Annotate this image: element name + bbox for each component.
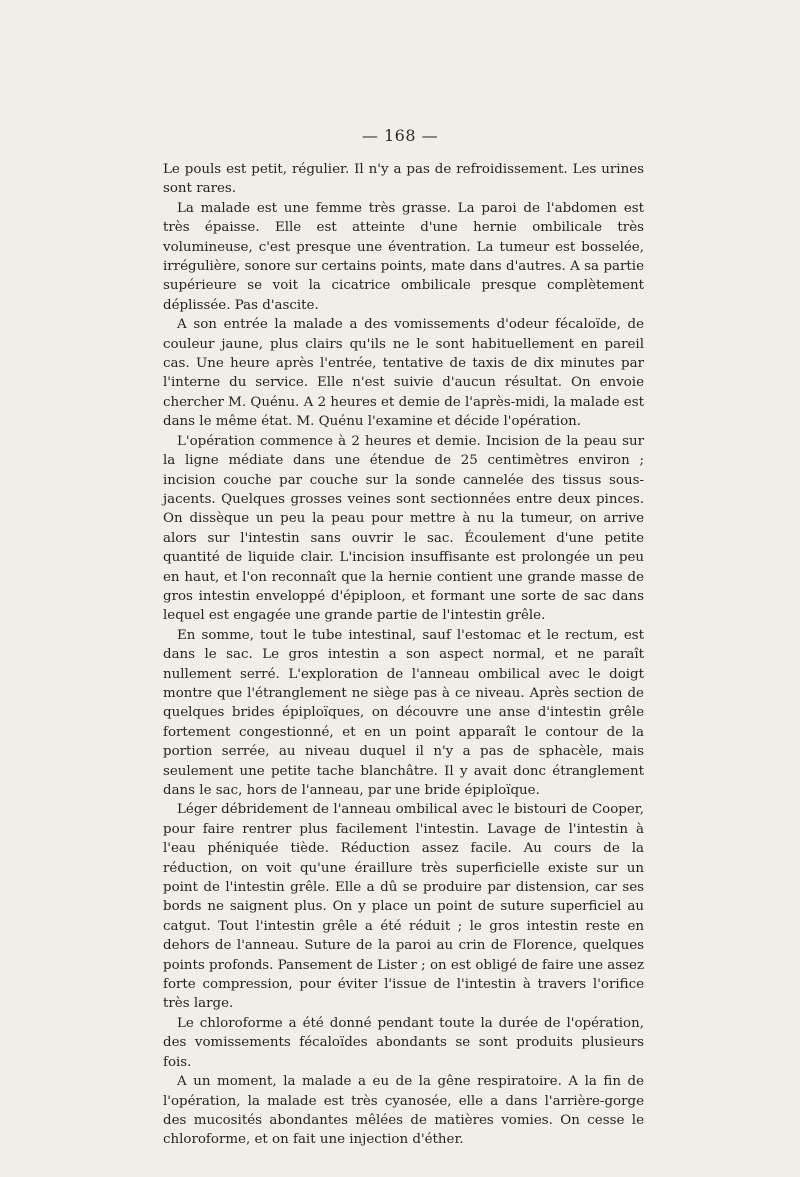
body-text <box>163 160 644 1150</box>
paragraph: L'opération commence à 2 heures et demie. Incision de la peau sur la ligne médiate dans une étendue de 25 centimètres environ ; incision couche par couche sur la sonde cannelée des tissus sous-jacents. Quelques grosses veines sont sectionnées entre deux pinces. On dissèque un peu la peau pour mettre à nu la tumeur, on arrive alors sur l'intestin sans ouvrir le sac. Écoulement d'une petite quantité de liquide clair. L'incision insuffisante est prolongée un peu en haut, et l'on reconnaît que la hernie contient une grande masse de gros intestin enveloppé d'épiploon, et formant une sorte de sac dans lequel est engagée une grande partie de l'intestin grêle. <box>163 433 644 624</box>
paragraph: La malade est une femme très grasse. La paroi de l'abdomen est très épaisse. Elle est atteinte d'une hernie ombilicale très volumineuse, c'est presque une éventration. La tumeur est bosselée, irrégulière, sonore sur certains points, mate dans d'autres. A sa partie supérieure se voit la cicatrice ombilicale presque complètement déplissée. Pas d'ascite. <box>163 200 644 313</box>
paragraph: A son entrée la malade a des vomissements d'odeur fécaloïde, de couleur jaune, plus clairs qu'ils ne le sont habituellement en pareil cas. Une heure après l'entrée, tentative de taxis de dix minutes par l'interne du service. Elle n'est suivie d'aucun résultat. On envoie chercher M. Quénu. A 2 heures et demie de l'après-midi, la malade est dans le même état. M. Quénu l'examine et décide l'opération. <box>163 317 644 430</box>
paragraph: En somme, tout le tube intestinal, sauf l'estomac et le rectum, est dans le sac. Le gros intestin a son aspect normal, et ne paraît nullement serré. L'exploration de l'anneau ombilical avec le doigt montre que l'étranglement ne siège pas à ce niveau. Après section de quelques brides épiploïques, on découvre une anse d'intestin grêle fortement congestionné, et en un point apparaît le contour de la portion serrée, au niveau duquel il n'y a pas de sphacèle, mais seulement une petite tache blanchâtre. Il y avait donc étranglement dans le sac, hors de l'anneau, par une bride épiploïque. <box>163 627 644 798</box>
page-number: — 168 — <box>361 126 439 145</box>
paragraph: A un moment, la malade a eu de la gêne respiratoire. A la fin de l'opération, la malade est très cyanosée, elle a dans l'arrière-gorge des mucosités abondantes mêlées de matières vomies. On cesse le chloroforme, et on fait une injection d'éther. <box>163 1074 644 1148</box>
paragraph: Le chloroforme a été donné pendant toute la durée de l'opération, des vomissements fécaloïdes abondants se sont produits plusieurs fois. <box>163 1015 644 1070</box>
paragraph: Léger débridement de l'anneau ombilical avec le bistouri de Cooper, pour faire rentrer plus facilement l'intestin. Lavage de l'intestin à l'eau phéniquée tiède. Réduction assez facile. Au cours de la réduction, on voit qu'une éraillure très superficielle existe sur un point de l'intestin grêle. Elle a dû se produire par distension, car ses bords ne saignent plus. On y place un point de suture superficiel au catgut. Tout l'intestin grêle a été réduit ; le gros intestin reste en dehors de l'anneau. Suture de la paroi au crin de Florence, quelques points profonds. Pansement de Lister ; on est obligé de faire une assez forte compression, pour éviter l'issue de l'intestin à travers l'orifice très large. <box>163 802 644 1012</box>
paragraph: Le pouls est petit, régulier. Il n'y a pas de refroidissement. Les urines sont rares. <box>163 162 644 197</box>
